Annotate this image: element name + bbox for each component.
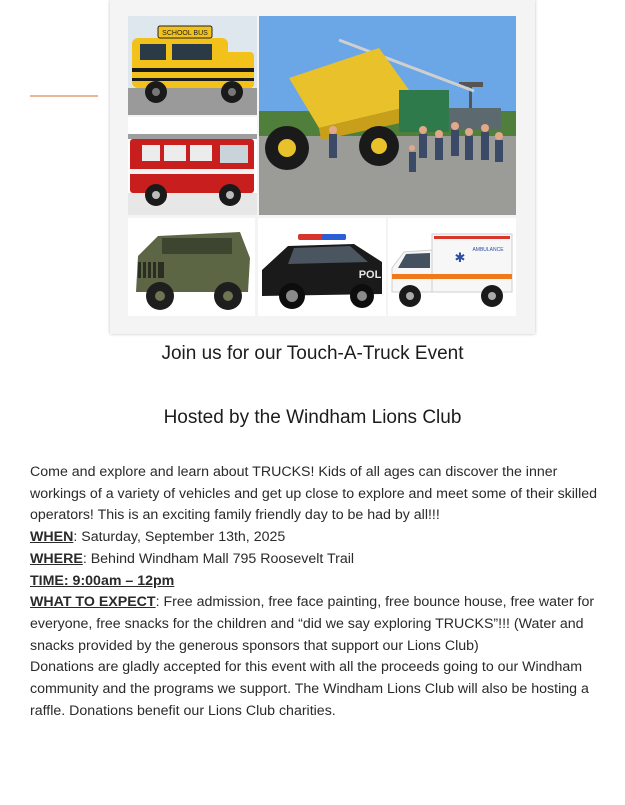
event-details: [30, 462, 598, 722]
when-label: WHEN: [30, 529, 74, 546]
ambulance-text: AMBULANCE: [472, 247, 504, 253]
time-line: [30, 571, 598, 593]
police-car-illustration: [258, 218, 386, 316]
time-text: TIME: 9:00am – 12pm: [30, 572, 175, 589]
event-title: Join us for our Touch-A-Truck Event: [161, 343, 464, 364]
fire-truck-photo: [128, 117, 257, 215]
dump-truck-illustration: [259, 16, 516, 215]
when-line: [30, 527, 598, 549]
dump-truck-photo: [259, 16, 516, 215]
when-value: : Saturday, September 13th, 2025: [73, 529, 286, 546]
expect-value: : Free admission, free face painting, free bounce house, free water for everyone, free snacks for the children and “did we say exploring TRUCKS”!!! (Water and snacks provided by the generous sponsors that support our Lions Club): [30, 594, 595, 654]
school-bus-photo: [128, 16, 257, 115]
humvee-illustration: [128, 218, 255, 316]
police-text: POL: [358, 269, 382, 281]
school-bus-illustration: [128, 16, 257, 115]
intro-paragraph: Come and explore and learn about TRUCKS! Kids of all ages can discover the inner workings of a variety of vehicles and get up close to explore and meet some of their skilled operators! This is an exciting family friendly day to be had by all!!!: [30, 464, 598, 524]
ambulance-photo: [388, 218, 516, 316]
accent-line: [30, 95, 98, 97]
where-value: : Behind Windham Mall 795 Roosevelt Trail: [82, 550, 355, 567]
expect-line: [30, 592, 598, 657]
school-bus-sign-text: SCHOOL BUS: [162, 30, 208, 37]
ambulance-illustration: [388, 218, 516, 316]
donations-paragraph: Donations are gladly accepted for this event with all the proceeds going to our Windham community and the programs we support. The Windham Lions Club will also be hosting a raffle. Donations benefit our Lions Club charities.: [30, 659, 589, 719]
where-label: WHERE: [30, 550, 83, 567]
expect-label: WHAT TO EXPECT: [30, 594, 156, 611]
vehicle-photo-collage: [110, 0, 535, 334]
host-title: Hosted by the Windham Lions Club: [163, 407, 462, 428]
fire-truck-illustration: [128, 117, 257, 215]
where-line: [30, 549, 598, 571]
svg-text:✱: ✱: [454, 251, 466, 266]
police-car-photo: [258, 218, 386, 316]
military-humvee-photo: [128, 218, 255, 316]
